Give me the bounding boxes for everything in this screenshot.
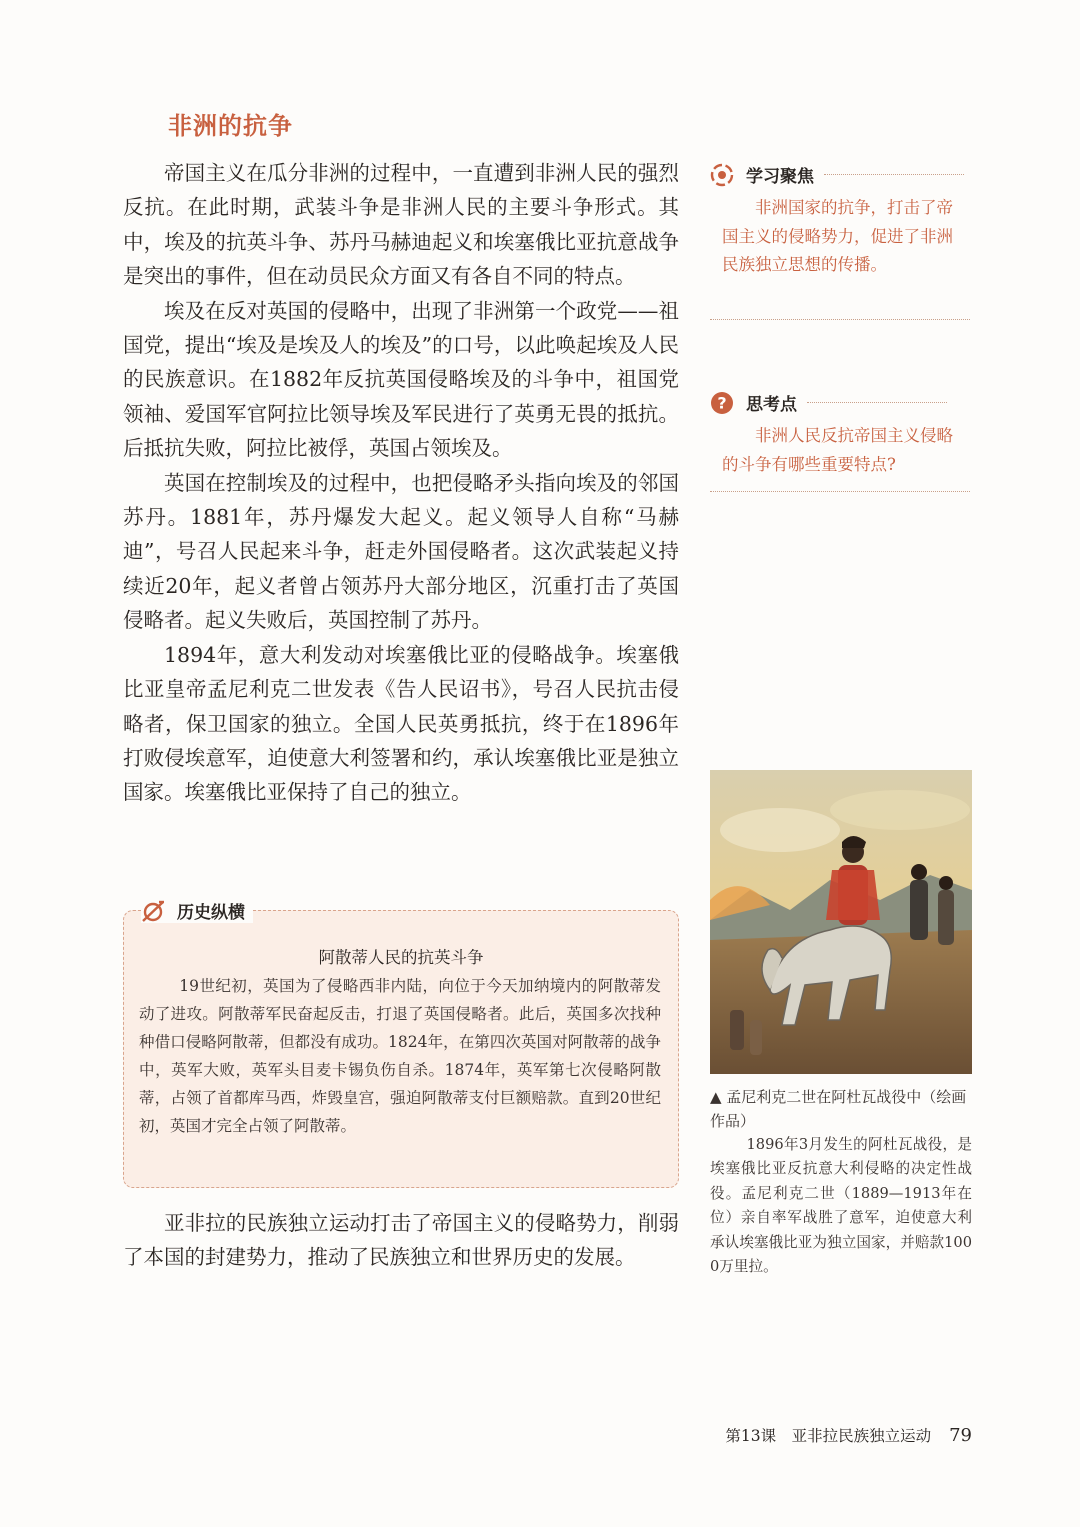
page-number: 79 [949,1425,972,1446]
svg-text:?: ? [717,393,727,412]
painting-illustration [710,770,972,1074]
history-icon [141,899,167,923]
paragraph: 1894年，意大利发动对埃塞俄比亚的侵略战争。埃塞俄比亚皇帝孟尼利克二世发表《告人民诏书》，号召人民抗击侵略者，保卫国家的独立。全国人民英勇抵抗，终于在1896年打败侵埃意军，迫使意大利签署和约，承认埃塞俄比亚是独立国家。埃塞俄比亚保持了自己的独立。 [123,642,679,805]
history-box-label: 历史纵横 [177,903,245,923]
painting-image [710,770,972,1074]
history-box-heading [141,898,253,923]
think-point-label: 思考点 [746,395,797,415]
think-point-text: 非洲人民反抗帝国主义侵略的斗争有哪些重要特点? [722,426,953,474]
history-box-title: 阿散蒂人民的抗英斗争 [318,948,484,967]
history-box-body: 19世纪初，英国为了侵略西非内陆，向位于今天加纳境内的阿散蒂发动了进攻。阿散蒂军民奋起反击，打退了英国侵略者。此后，英国多次找种种借口侵略阿散蒂，但都没有成功。1824年，在第四次英国对阿散蒂的战争中，英军大败，英军头目麦卡锡负伤自杀。1874年，英军第七次侵略阿散蒂，占领了首都库马西，炸毁皇宫，强迫阿散蒂支付巨额赔款。直到20世纪初，英国才完全占领了阿散蒂。 [139,977,661,1135]
paragraph: 帝国主义在瓜分非洲的过程中，一直遭到非洲人民的强烈反抗。在此时期，武装斗争是非洲人民的主要斗争形式。其中，埃及的抗英斗争、苏丹马赫迪起义和埃塞俄比亚抗意战争是突出的事件，但在动员民众方面又有各自不同的特点。 [123,161,679,289]
question-icon [710,391,734,415]
think-point-heading [710,390,947,415]
divider [710,319,970,320]
paragraph: 埃及在反对英国的侵略中，出现了非洲第一个政党——祖国党，提出“埃及是埃及人的埃及”的口号，以此唤起埃及人民的民族意识。在1882年反抗英国侵略埃及的斗争中，祖国党领袖、爱国军官阿拉比领导埃及军民进行了英勇无畏的抵抗。后抵抗失败，阿拉比被俘，英国占领埃及。 [123,298,679,461]
lesson-title: 第13课 亚非拉民族独立运动 [725,1427,932,1445]
figure-caption: ▲ 孟尼利克二世在阿杜瓦战役中（绘画作品） [710,1088,967,1130]
paragraph: 英国在控制埃及的过程中，也把侵略矛头指向埃及的邻国苏丹。1881年，苏丹爆发大起义。起义领导人自称“马赫迪”，号召人民起来斗争，赶走外国侵略者。这次武装起义持续近20年，起义者曾占领苏丹大部分地区，沉重打击了英国侵略者。起义失败后，英国控制了苏丹。 [123,470,679,633]
divider [824,174,964,175]
main-text [123,156,679,810]
figure-description: 1896年3月发生的阿杜瓦战役，是埃塞俄比亚反抗意大利侵略的决定性战役。孟尼利克二世（1889—1913年在位）亲自率军战胜了意军，迫使意大利承认埃塞俄比亚为独立国家，并赔款1000万里拉。 [710,1136,972,1276]
section-title: 非洲的抗争 [168,112,293,140]
study-focus-text: 非洲国家的抗争，打击了帝国主义的侵略势力，促进了非洲民族独立思想的传播。 [722,198,953,274]
study-focus-heading [710,162,964,187]
closing-paragraph: 亚非拉的民族独立运动打击了帝国主义的侵略势力，削弱了本国的封建势力，推动了民族独立和世界历史的发展。 [123,1211,679,1270]
page-footer [725,1424,972,1446]
divider [807,402,947,403]
divider [710,491,970,492]
study-focus-label: 学习聚焦 [746,167,814,187]
target-icon [710,163,734,187]
